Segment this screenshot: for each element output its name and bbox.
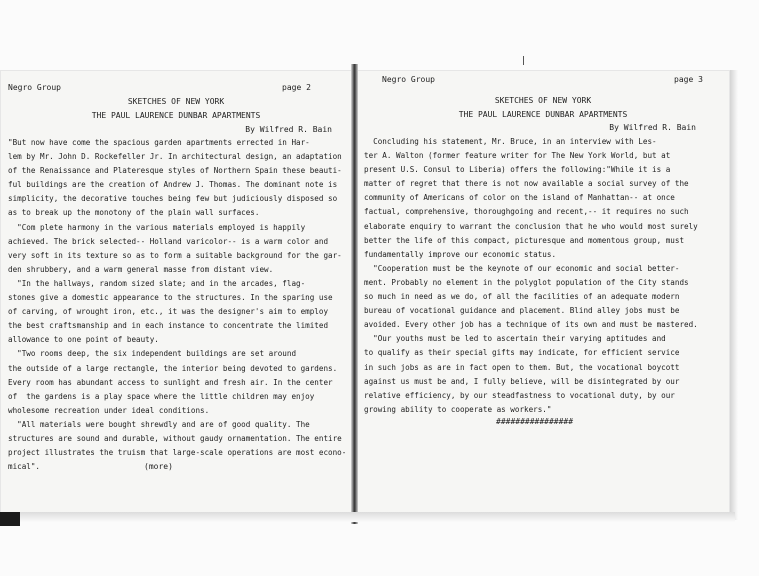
text-line: "Two rooms deep, the six independent buildings are set around (8, 349, 297, 359)
stray-mark (523, 56, 524, 65)
header-label: Negro Group (382, 75, 435, 84)
body-text (8, 136, 346, 474)
text-line: Concluding his statement, Mr. Bruce, in an interview with Les- (364, 137, 657, 146)
scan-corner (0, 512, 20, 526)
text-line: wholesome recreation under ideal conditions. (8, 405, 210, 415)
text-line: growing ability to cooperate as workers." (364, 404, 552, 414)
text-line: ter A. Walton (former feature writer for The New York World, but at (364, 151, 671, 161)
byline: By Wilfred R. Bain (245, 125, 332, 134)
article-title: SKETCHES OF NEW YORK (494, 96, 592, 105)
text-line: lem by Mr. John D. Rockefeller Jr. In architectural design, an adaptation (8, 152, 342, 162)
right-page (356, 70, 730, 516)
book-gutter (351, 64, 358, 524)
text-line: in such jobs as are in fact open to them. But, the vocational boycott (364, 362, 680, 372)
text-line: avoided. Every other job has a technique of its own and must be mastered. (364, 320, 698, 330)
more-marker: (more) (144, 462, 173, 471)
text-line: of carving, of wrought iron, etc., it was the designer's aim to employ (8, 307, 329, 317)
text-line: matter of regret that there is not now available a social survey of the (364, 179, 689, 189)
text-line: as to break up the monotony of the plain wall surfaces. (8, 208, 260, 218)
text-line: present U.S. Consul to Liberia) offers the following:"While it is a (364, 165, 671, 175)
text-line: so much in need as we do, of all the facilities of an adequate modern (364, 292, 680, 302)
page-number: page 2 (282, 83, 311, 92)
text-line: "But now have come the spacious garden apartments errected in Har- (8, 138, 310, 147)
text-line: to qualify as their special gifts may indicate, for efficient service (364, 348, 680, 358)
article-subtitle: THE PAUL LAURENCE DUNBAR APARTMENTS (458, 110, 628, 119)
text-line: relative efficiency, by our steadfastness to vocational duty, by our (364, 390, 675, 400)
text-line: allowance to one point of beauty. (8, 335, 159, 345)
text-line: ful buildings are the creation of Andrew J. Thomas. The dominant note is (8, 180, 338, 190)
text-line: "In the hallways, random sized slate; and in the arcades, flag- (8, 278, 306, 288)
text-line: mical". (8, 462, 41, 472)
text-line: "Cooperation must be the keynote of our economic and social better- (364, 263, 680, 273)
text-line: the outside of a large rectangle, the interior being devoted to gardens. (8, 363, 338, 373)
text-line: "Our youths must be led to ascertain their varying aptitudes and (364, 334, 666, 344)
article-title: SKETCHES OF NEW YORK (127, 97, 225, 106)
header-label: Negro Group (8, 83, 61, 92)
article-subtitle: THE PAUL LAURENCE DUNBAR APARTMENTS (91, 111, 261, 120)
end-mark: ################ (496, 417, 574, 426)
text-line: fundamentally improve our economic status. (364, 249, 557, 259)
text-line: den shrubbery, and a warm general masse from distant view. (8, 264, 274, 274)
text-line: against us must be and, I fully believe, will be disintegrated by our (364, 376, 680, 386)
text-line: of the Renaissance and Plateresque styles of Northern Spain these beauti- (8, 166, 342, 176)
text-line: of the gardens is a play space where the little children may enjoy (8, 391, 315, 401)
text-line: community of Americans of color on the island of Manhattan-- at once (364, 193, 675, 203)
text-line: the best craftsmanship and in each instance to concentrate the limited (8, 321, 329, 331)
text-line: stones give a domestic appearance to the structures. In the sparing use (8, 293, 333, 303)
byline: By Wilfred R. Bain (609, 123, 696, 132)
page-number: page 3 (674, 75, 703, 84)
text-line: ment. Probably no element in the polyglot population of the City stands (364, 277, 689, 287)
left-page (0, 70, 352, 514)
text-line: simplicity, the decorative touches being few but judiciously disposed so (8, 194, 338, 204)
text-line: better the life of this compact, picturesque and momentous group, must (364, 235, 685, 245)
text-line: structures are sound and durable, without gaudy ornamentation. The entire (8, 433, 342, 443)
page-shadow (730, 70, 738, 520)
text-line: factual, comprehensive, thoroughgoing and recent,-- it requires no such (364, 207, 689, 217)
text-line: achieved. The brick selected-- Holland varicolor-- is a warm color and (8, 236, 329, 246)
text-line: "Com plete harmony in the various materials employed is happily (8, 222, 306, 232)
text-line: project illustrates the truism that large-scale operations are most econo- (8, 448, 347, 458)
text-line: Every room has abundant access to sunlight and fresh air. In the center (8, 377, 333, 387)
page-shadow (0, 512, 735, 522)
text-line: "All materials were bought shrewdly and are of good quality. The (8, 419, 310, 429)
text-line: very soft in its texture so as to form a suitable background for the gar- (8, 250, 342, 260)
text-line: elaborate enquiry to warrant the conclusion that he who would most surely (364, 221, 698, 231)
text-line: bureau of vocational guidance and placement. Blind alley jobs must be (364, 306, 680, 316)
body-text (364, 135, 698, 417)
